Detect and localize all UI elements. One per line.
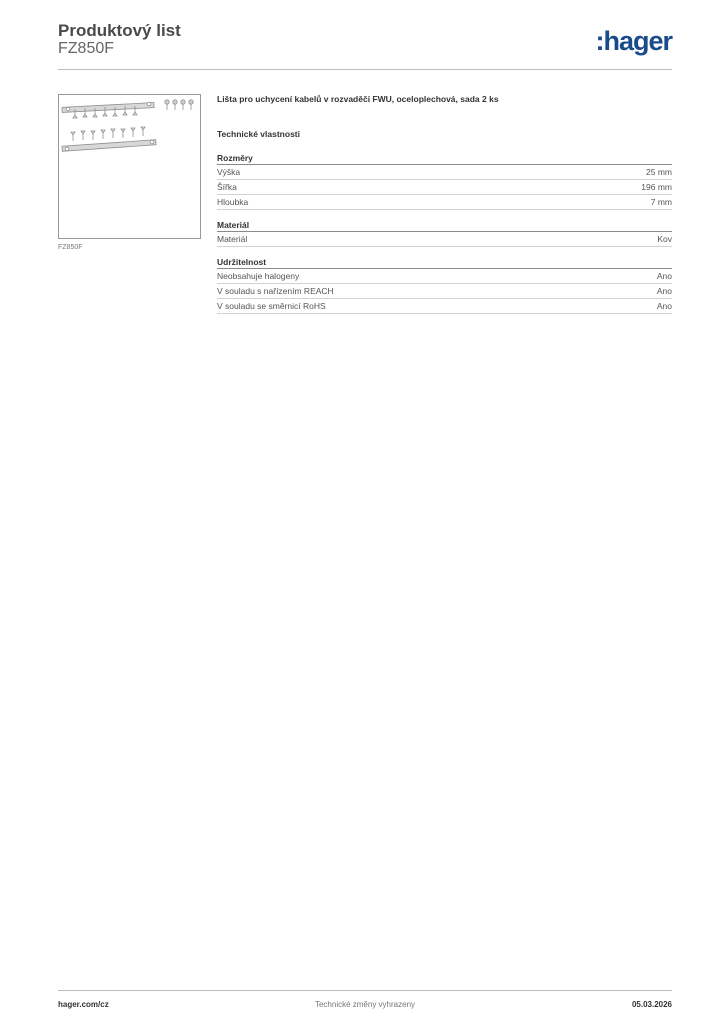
section-title: Technické vlastnosti	[217, 129, 300, 139]
logo-dot: :	[595, 26, 604, 56]
property-label: Hloubka	[217, 197, 249, 207]
website-link[interactable]: hager.com/cz	[58, 1000, 109, 1009]
group-title: Rozměry	[217, 153, 672, 165]
product-details	[217, 94, 672, 324]
property-row	[217, 284, 672, 299]
property-row	[217, 269, 672, 284]
property-value: Ano	[656, 271, 672, 281]
property-row	[217, 195, 672, 210]
footer-date: 05.03.2026	[631, 1000, 672, 1009]
document-title: Produktový list	[58, 21, 181, 40]
logo-word: hager	[603, 26, 672, 56]
footer-notice: Technické změny vyhrazeny	[314, 1000, 416, 1009]
image-caption: FZ850F	[58, 244, 83, 251]
property-label: V souladu se směrnicí RoHS	[217, 301, 326, 311]
property-label: Neobsahuje halogeny	[217, 271, 300, 281]
group-dimensions	[217, 153, 672, 210]
property-row	[217, 180, 672, 195]
page-header	[58, 20, 672, 70]
property-value: Ano	[656, 286, 672, 296]
property-label: Výška	[217, 167, 241, 177]
property-row	[217, 299, 672, 314]
property-value: 196 mm	[641, 182, 672, 192]
page-footer	[58, 990, 672, 1014]
hager-logo[interactable]	[595, 26, 672, 57]
product-code: FZ850F	[58, 40, 115, 57]
property-row	[217, 165, 672, 180]
property-value: 25 mm	[646, 167, 672, 177]
product-description: Lišta pro uchycení kabelů v rozvaděči FWU, oceloplechová, sada 2 ks	[217, 94, 499, 104]
product-image	[58, 94, 201, 239]
group-material	[217, 220, 672, 247]
property-label: Šířka	[217, 182, 237, 192]
group-sustainability	[217, 257, 672, 314]
property-value: Kov	[657, 234, 672, 244]
group-title: Udržitelnost	[217, 257, 672, 269]
group-title: Materiál	[217, 220, 672, 232]
cable-bar-illustration	[59, 95, 200, 238]
property-value: 7 mm	[650, 197, 672, 207]
property-value: Ano	[656, 301, 672, 311]
property-label: V souladu s nařízením REACH	[217, 286, 334, 296]
property-label: Materiál	[217, 234, 248, 244]
property-row	[217, 232, 672, 247]
